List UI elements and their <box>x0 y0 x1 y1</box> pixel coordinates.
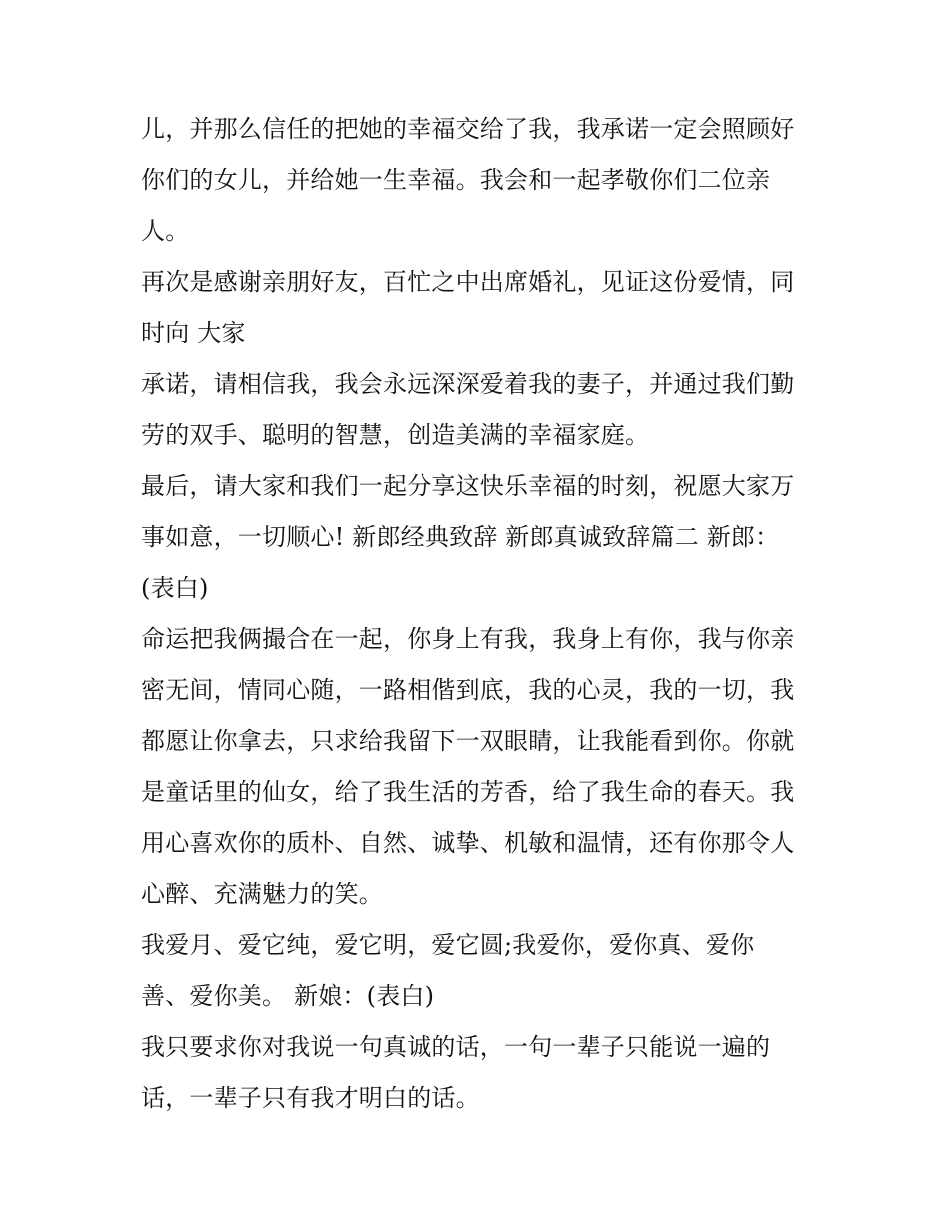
text-line: 你们的女儿，并给她一生幸福。我会和一起孝敬你们二位亲 <box>141 166 771 194</box>
text-line: 人。 <box>141 217 190 245</box>
text-line: 儿，并那么信任的把她的幸福交给了我，我承诺一定会照顾好 <box>141 115 795 143</box>
text-line: 我爱月、爱它纯，爱它明，爱它圆;我爱你，爱你真、爱你 <box>141 931 755 959</box>
text-line: 是童话里的仙女，给了我生活的芳香，给了我生命的春天。我 <box>141 778 795 806</box>
text-line: 事如意，一切顺心! 新郎经典致辞 新郎真诚致辞篇二 新郎： <box>141 523 780 551</box>
text-line: 劳的双手、聪明的智慧，创造美满的幸福家庭。 <box>141 421 650 449</box>
text-line: 时向 大家 <box>141 319 246 347</box>
text-line: 承诺，请相信我，我会永远深深爱着我的妻子，并通过我们勤 <box>141 370 795 398</box>
text-line: 心醉、充满魅力的笑。 <box>141 880 383 908</box>
text-line: 我只要求你对我说一句真诚的话，一句一辈子只能说一遍的 <box>141 1033 771 1061</box>
text-line: 密无间，情同心随，一路相偕到底，我的心灵，我的一切，我 <box>141 676 795 704</box>
text-line: 都愿让你拿去，只求给我留下一双眼睛，让我能看到你。你就 <box>141 727 795 755</box>
text-line: 命运把我俩撮合在一起，你身上有我，我身上有你，我与你亲 <box>141 625 795 653</box>
text-line: (表白) <box>141 574 209 602</box>
text-line: 话，一辈子只有我才明白的话。 <box>141 1084 480 1112</box>
text-line: 善、爱你美。 新娘：(表白) <box>141 982 435 1010</box>
text-line: 最后，请大家和我们一起分享这快乐幸福的时刻，祝愿大家万 <box>141 472 795 500</box>
text-line: 再次是感谢亲朋好友，百忙之中出席婚礼，见证这份爱情，同 <box>141 268 795 296</box>
text-line: 用心喜欢你的质朴、自然、诚挚、机敏和温情，还有你那令人 <box>141 829 795 857</box>
